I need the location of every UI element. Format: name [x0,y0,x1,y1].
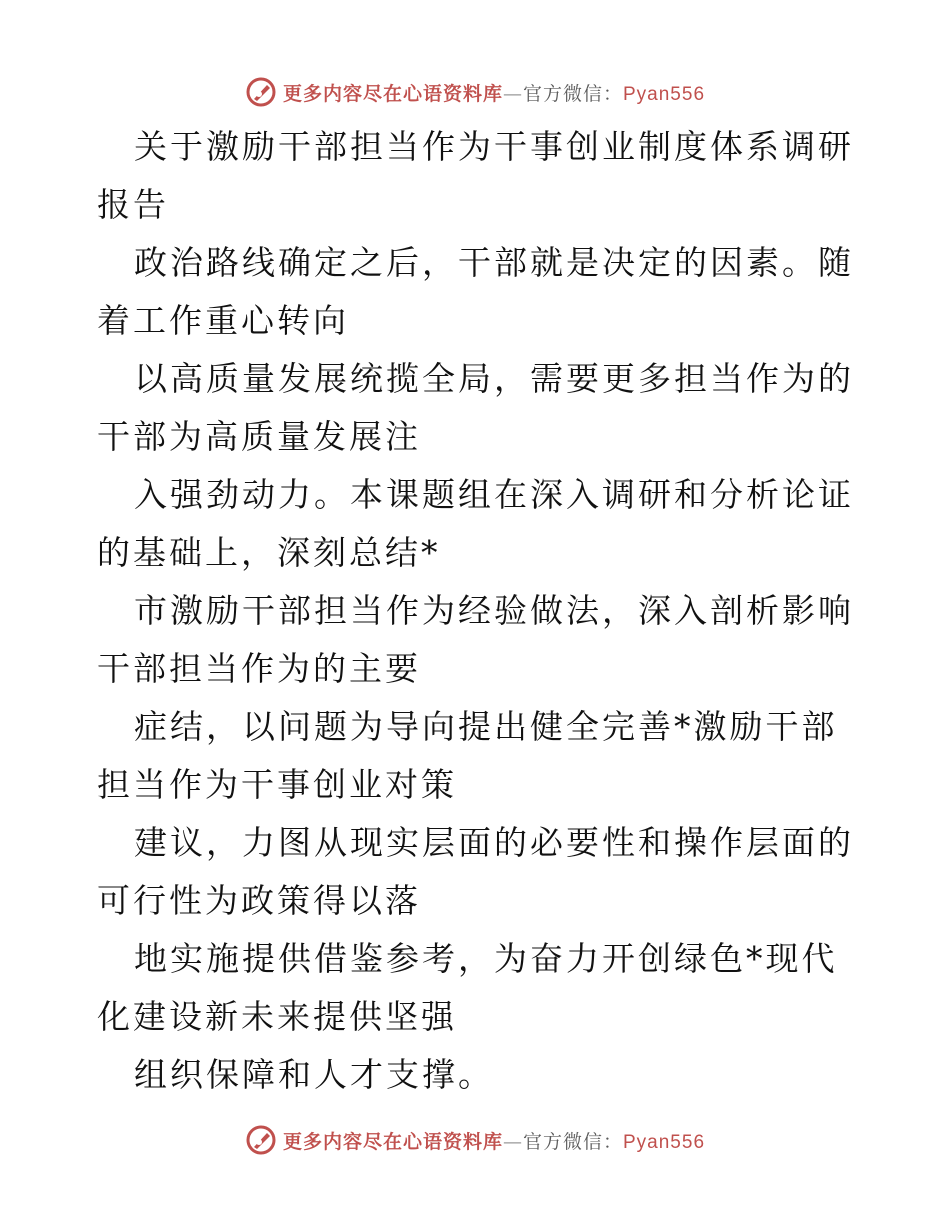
document-title: 关于激励干部担当作为干事创业制度体系调研报告 [97,127,854,224]
paragraph: 政治路线确定之后，干部就是决定的因素。随着工作重心转向 [97,243,854,340]
quill-logo-icon [245,1124,277,1156]
footer-watermark [0,1118,950,1162]
quill-logo-icon [245,76,277,108]
paragraph: 市激励干部担当作为经验做法，深入剖析影响干部担当作为的主要 [97,591,854,688]
watermark-wechat-label: 官方微信： [522,82,623,105]
watermark-wechat-id: Pyan556 [623,1131,706,1153]
watermark-wechat-label: 官方微信： [522,1130,623,1153]
watermark-dash: — [502,1130,523,1153]
paragraph: 建议，力图从现实层面的必要性和操作层面的可行性为政策得以落 [97,823,854,920]
paragraph: 地实施提供借鉴参考，为奋力开创绿色*现代化建设新未来提供坚强 [97,939,838,1036]
paragraph: 组织保障和人才支撑。 [134,1055,494,1094]
paragraph: 入强劲动力。本课题组在深入调研和分析论证的基础上，深刻总结* [97,475,854,572]
paragraph: 以高质量发展统揽全局，需要更多担当作为的干部为高质量发展注 [97,359,854,456]
document-body [97,118,857,1104]
header-watermark [0,70,950,114]
watermark-site: 更多内容尽在心语资料库 [282,1130,503,1153]
watermark-site: 更多内容尽在心语资料库 [282,82,503,105]
watermark-text [283,79,705,106]
watermark-wechat-id: Pyan556 [623,83,706,105]
paragraph: 症结，以问题为导向提出健全完善*激励干部担当作为干事创业对策 [97,707,838,804]
watermark-dash: — [502,82,523,105]
watermark-text [283,1127,705,1154]
